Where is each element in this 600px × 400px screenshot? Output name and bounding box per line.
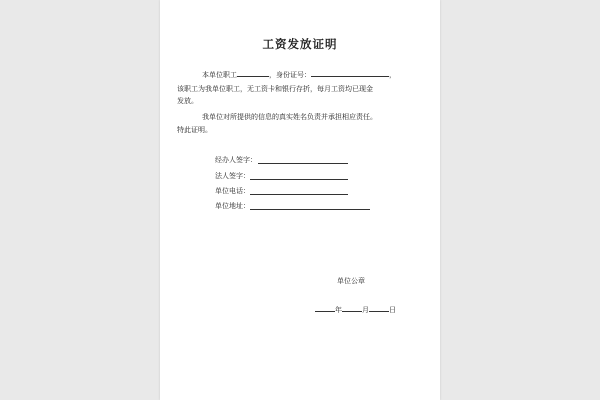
phone-line[interactable] — [250, 194, 348, 195]
document-page — [160, 0, 440, 400]
date-line — [315, 304, 396, 315]
handler-signature-line[interactable] — [258, 163, 348, 164]
employee-label: 本单位职工 — [202, 71, 237, 79]
line1-comma: ， — [389, 71, 396, 79]
legal-rep-signature-label: 法人签字： — [215, 172, 250, 180]
address-label: 单位地址： — [215, 202, 250, 210]
legal-rep-signature-line[interactable] — [250, 179, 348, 180]
handler-signature-label: 经办人签字： — [215, 156, 257, 164]
day-blank[interactable] — [369, 304, 389, 312]
para1-line2: 该职工为我单位职工，无工资卡和银行存折，每月工资均已现金 — [177, 85, 373, 93]
para2-line2: 特此证明。 — [177, 126, 212, 134]
id-number-label: ，身份证号： — [269, 71, 311, 79]
para1-line1 — [202, 69, 396, 80]
para1-line3: 发放。 — [177, 97, 198, 105]
day-label: 日 — [389, 306, 396, 314]
month-label: 月 — [362, 306, 369, 314]
para2-line1: 我单位对所提供的信息的真实姓名负责并承担相应责任。 — [202, 113, 377, 121]
year-label: 年 — [335, 306, 342, 314]
month-blank[interactable] — [342, 304, 362, 312]
page-title: 工资发放证明 — [262, 37, 338, 51]
phone-label: 单位电话： — [215, 187, 250, 195]
company-seal-label: 单位公章 — [337, 277, 365, 285]
year-blank[interactable] — [315, 304, 335, 312]
id-number-blank[interactable] — [311, 69, 389, 77]
address-line[interactable] — [250, 209, 370, 210]
employee-name-blank[interactable] — [237, 69, 269, 77]
